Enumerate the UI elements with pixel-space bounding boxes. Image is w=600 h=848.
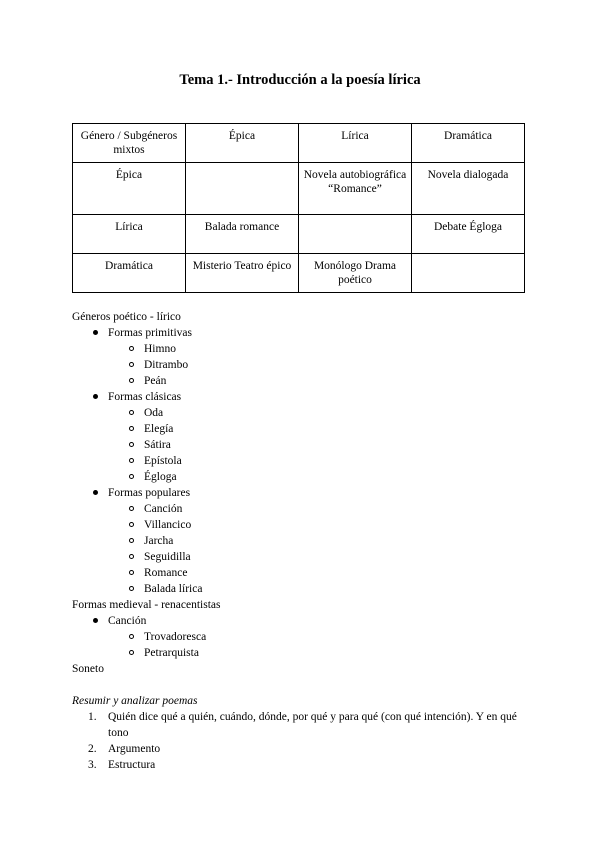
numbered-item xyxy=(72,741,532,757)
table-cell: Épica xyxy=(73,163,186,215)
table-cell: Monólogo Drama poético xyxy=(299,254,412,293)
bullet-circle-icon xyxy=(124,565,138,581)
bullet-disc-icon xyxy=(88,613,102,629)
list-item xyxy=(72,517,532,533)
numbered-item xyxy=(72,757,532,773)
list-item xyxy=(72,469,532,485)
table-cell xyxy=(299,215,412,254)
table-cell xyxy=(186,163,299,215)
list-item xyxy=(72,389,532,405)
list-item-label: Oda xyxy=(144,407,164,419)
list-item xyxy=(72,533,532,549)
list-item-label: Ditrambo xyxy=(144,359,189,371)
list-item-label: Sátira xyxy=(144,439,171,451)
item-number: 2. xyxy=(88,743,97,755)
table-row xyxy=(73,215,525,254)
list-item xyxy=(72,421,532,437)
bullet-disc-icon xyxy=(88,325,102,341)
list-item xyxy=(72,405,532,421)
list-item xyxy=(72,645,532,661)
section-heading: Formas medieval - renacentistas xyxy=(72,599,221,611)
section-heading: Géneros poético - lírico xyxy=(72,311,181,323)
bullet-circle-icon xyxy=(124,405,138,421)
bullet-circle-icon xyxy=(124,581,138,597)
list-item xyxy=(72,453,532,469)
numbered-item xyxy=(72,709,532,741)
list-item-label: Formas populares xyxy=(108,487,191,499)
list-item xyxy=(72,325,532,341)
list-item-label: Jarcha xyxy=(144,535,174,547)
item-number: 3. xyxy=(88,759,97,771)
table-cell: Novela dialogada xyxy=(412,163,525,215)
list-item-label: Canción xyxy=(144,503,183,515)
table-cell: Lírica xyxy=(73,215,186,254)
document-body xyxy=(72,309,532,773)
list-item-label: Égloga xyxy=(144,471,177,483)
list-item xyxy=(72,373,532,389)
bullet-circle-icon xyxy=(124,517,138,533)
table-cell xyxy=(412,254,525,293)
list-item-label: Formas clásicas xyxy=(108,391,182,403)
table-cell: Balada romance xyxy=(186,215,299,254)
table-row xyxy=(73,124,525,163)
bullet-circle-icon xyxy=(124,373,138,389)
list-item xyxy=(72,341,532,357)
item-text: Estructura xyxy=(108,759,156,771)
list-item-label: Trovadoresca xyxy=(144,631,207,643)
item-number: 1. xyxy=(88,711,97,723)
soneto-line: Soneto xyxy=(72,663,104,675)
table-cell: Dramática xyxy=(412,124,525,163)
table-cell: Lírica xyxy=(299,124,412,163)
list-item xyxy=(72,581,532,597)
item-text: Argumento xyxy=(108,743,161,755)
bullet-circle-icon xyxy=(124,645,138,661)
bullet-circle-icon xyxy=(124,357,138,373)
list-item xyxy=(72,549,532,565)
bullet-circle-icon xyxy=(124,421,138,437)
bullet-disc-icon xyxy=(88,485,102,501)
list-item-label: Balada lírica xyxy=(144,583,203,595)
list-item-label: Canción xyxy=(108,615,147,627)
bullet-circle-icon xyxy=(124,469,138,485)
table-cell: Debate Égloga xyxy=(412,215,525,254)
list-item xyxy=(72,565,532,581)
list-item-label: Seguidilla xyxy=(144,551,191,563)
list-item-label: Petrarquista xyxy=(144,647,199,659)
list-item xyxy=(72,613,532,629)
table-row xyxy=(73,163,525,215)
table-cell: Dramática xyxy=(73,254,186,293)
list-item xyxy=(72,629,532,645)
genre-table xyxy=(72,123,525,293)
bullet-circle-icon xyxy=(124,629,138,645)
table-cell: Género / Subgéneros mixtos xyxy=(73,124,186,163)
list-item-label: Villancico xyxy=(144,519,192,531)
list-item-label: Romance xyxy=(144,567,188,579)
list-item xyxy=(72,485,532,501)
bullet-disc-icon xyxy=(88,389,102,405)
table-cell: Novela autobiográfica “Romance” xyxy=(299,163,412,215)
bullet-circle-icon xyxy=(124,549,138,565)
bullet-circle-icon xyxy=(124,533,138,549)
list-item xyxy=(72,437,532,453)
list-item-label: Epístola xyxy=(144,455,182,467)
bullet-circle-icon xyxy=(124,453,138,469)
bullet-circle-icon xyxy=(124,437,138,453)
page-title: Tema 1.- Introducción a la poesía lírica xyxy=(179,72,421,88)
item-text: Quién dice qué a quién, cuándo, dónde, por qué y para qué (con qué intención). Y en qué tono xyxy=(108,711,517,739)
list-item xyxy=(72,501,532,517)
table-row xyxy=(73,254,525,293)
list-item-label: Himno xyxy=(144,343,176,355)
bullet-circle-icon xyxy=(124,501,138,517)
table-cell: Épica xyxy=(186,124,299,163)
list-item-label: Peán xyxy=(144,375,167,387)
list-item-label: Elegía xyxy=(144,423,174,435)
list-item-label: Formas primitivas xyxy=(108,327,193,339)
list-item xyxy=(72,357,532,373)
bullet-circle-icon xyxy=(124,341,138,357)
table-cell: Misterio Teatro épico xyxy=(186,254,299,293)
section-heading: Resumir y analizar poemas xyxy=(72,695,198,707)
